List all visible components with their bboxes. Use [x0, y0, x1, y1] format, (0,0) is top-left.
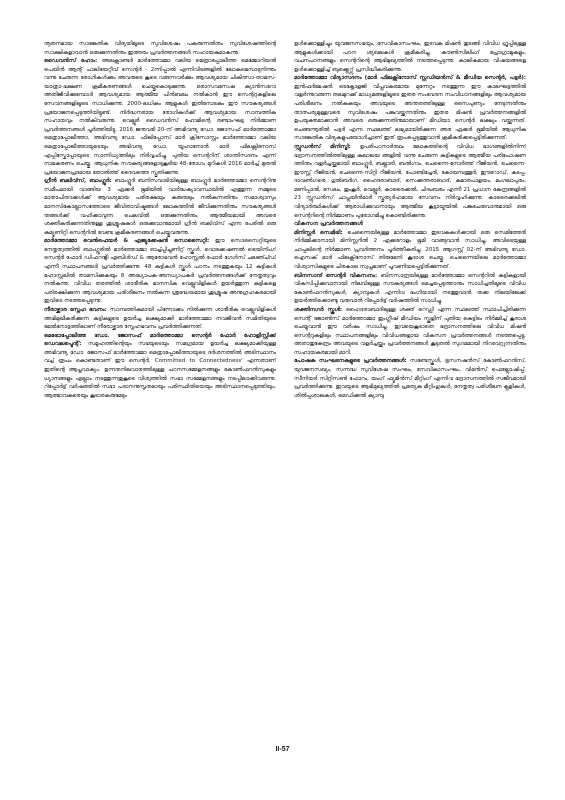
- paragraph-lead: ഡൈവൻസ് ഹോം:: [44, 58, 98, 65]
- paragraph: [294, 74, 526, 143]
- document-page: [44, 40, 526, 740]
- section-heading: വികസന പ്രവർത്തനങ്ങൾ: [294, 221, 363, 228]
- paragraph: [44, 306, 276, 332]
- paragraph-text: സണ്ടേസ്കൂൾ, ഭ്രസനഷൻസ് കോൺഫറൻസ്, യുവജനസഖ്യം, സന്നദ്ധ സുവിശേഷ സംഘം, സേവികാസംഘം, വിമൻസ് ഫെല്ലോഷിപ്പ്, സീനിയർ സിറ്റിസൺ ഫോറം, യംഗ് ഫ്യൂമിൻസ് മീറ്റിംഗ് എന്നിവ ഭദ്രാസനത്തിൽ സജീവമായി പ്രവർത്തിക്കുന്നു. ഇവയുടെ ആഭിമുഖ്യത്തിൽ പ്രത്യേക മീറ്റിംഗുകൾ, നേതൃത്വ പരിശീലന ക്ലളികൾ, ശിൽപ്പശാലകൾ, മെഡിക്കൽ ക്യാമ്പു: [294, 358, 526, 399]
- paragraph-text: ഉൾക്കൊള്ളിച്ചും യുവജനസഭയും, സേവികാസംഘം, ഇടവക മിഷൻ തുടങ്ങി വിവിധ ഗ്രൂപ്പിലുള്ള ആളുകൾക്കായി പഠന ശ്യഖലകൾ ക്രമീകരിച്ചു. കൗൺസിലിംഗ് പ്രോഗ്രാമുകളും, വചനപഠനങ്ങളും സെന്ററിന്റെ ആഭിമുഖ്യത്തിൽ നടത്തപ്പെടുന്നു. കാലികമായ വിഷയങ്ങളെ ഉൾക്കൊള്ളിച്ച് ബുക്ക്ലെറ്റ്സ് പ്രസിദ്ധീകരിക്കുന്നു.: [294, 41, 526, 73]
- paragraph-text: ഈ സൊസൈറ്റിയുടെ നേതൃത്വത്തിൽ ബാംഗ്ലൂരിൽ മാർത്തോമ്മാ ഓച്ച്പ്പിച്ചുണിറ്റ് സ്കൂൾ, വൊക്കേഷണൽ ട്രെയിനിംഗ് സെന്റർ ഫോർ ഡിഫറന്റ്ലി എബിൾഡ് & ആരോഭവൻ ഹോസ്റ്റൽ ഫോർ ഗേൾസ് ചലഞ്ച്ഡ് എന്നീ സ്ഥാപനങ്ങൾ പ്രവർത്തിക്കുന്നു. 48 കുട്ടികൾ സ്കൂൾ പഠനം നടത്തുകയും 12 കുട്ടികൾ ഹോസ്റ്റലിൽ താമസിക്കുകയും 8 അദ്ധ്യാപക-അനധ്യാപകർ പ്രവർത്തനങ്ങൾക്ക് നേതൃത്വവും നൽകുന്നു. വിവിധ തരത്തിൽ ശാരീരിക മാനസിക വെല്ലുവിളികൾ ഉയർത്തുന്ന കുട്ടികളെ പരിരക്ഷിക്കുന്ന ആവശ്യമായ പരിശീലനം നൽകുന്ന ശ്രദ്ധേയമായ ശുശ്രൂഷ അനുഗ്രഹകരമായി ഇവിടെ നടത്തപ്പെടുന്നു.: [44, 238, 276, 305]
- paragraph-text: ഇൻഫർമേഷൻ ടെക്നോളജി വിപ്ലവകരമായ മുന്നേറ്റം നടത്തുന്ന ഈ കാലഘട്ടത്തിൽ വളർന്നുവരുന്ന തലമുറക്ക് മാധ്യമങ്ങളിലൂടെ ഇതര സംവേദന സംവിധാനങ്ങളിലും ആവശ്യമായ പരിശീലനം നൽകുകയും അവയുടെ അന്തരത്തിലുള്ള സൈപുണ്യം നേടുന്നതിനും താത്പര്യമുള്ളവരെ സുവിശേഷം പങ്കുവയ്ക്കുന്നതിനും ഇതര മിഷൻ പ്രവർത്തനങ്ങളിൽ ഉപയുക്തമാക്കാൻ അവരെ ഒരുക്കുന്നതിനുമായാണ് മീഡിയാ സെന്റർ ലക്ഷ്യം വയ്ക്കുന്നത്. ചെങ്ങന്നൂരിൽ പട്ടർ എന്ന സ്ഥലത്ത് ലഭ്യമായിരിക്കുന്ന അര ഏക്കർ ഭൂമിയിൽ ആധുനിക സാങ്കേതിക വിദ്യകളുപയോഗിച്ചാണ് ഇത് രൂപപ്പെടുത്തുവാൻ ക്രമീകരിക്കപ്പെട്ടിരിക്കുന്നത്.: [294, 83, 526, 142]
- paragraph-text: സാമ്പത്തികമായി പിന്നോക്കം നിൽക്കുന്ന ശാരീരിക വെല്ലുവിളികൾ അഭിമുഖീകരിക്കുന്ന കുട്ടികളുടെ ഉയർച്ച ലക്ഷ്യമാക്കി മാർത്തോമ്മാ നവജീവൻ സമിതിയുടെ മേൽനോട്ടത്തിലാണ് നീരോഴ്ക്കാര സ്നേഹഭവനം പ്രവർത്തിക്കുന്നത്.: [44, 306, 276, 331]
- paragraph: [44, 57, 276, 177]
- paragraph-lead: ഗ്രീൻ ബലിവ്സ്, ബാംഗ്ലൂർ:: [44, 178, 112, 185]
- paragraph-text: ബാംഗ്ലൂർ ബനിസവാടിയിലുള്ള ബാംഗ്ലൂർ മാർത്തോമ്മാ സെന്ററിനു സമീപമായി വാങ്ങിയ 3 ഏക്കർ ഭൂമിയിൽ വാർദ്ധക്യാവസ്ഥയിൽ എത്തുന്ന നമ്മുടെ മാതാപിതാക്കൾക്ക് ആവശ്യമായ പരിരക്ഷയും കരുതലും നൽകുന്നതിനും സമാശ്വാസും മാനസികോല്ലാസത്തോടെ ജീവിതാവിഷ്ടങ്ങൾ ലോകത്തിൽ ജീവിക്കുന്നതിനും സൗകര്യങ്ങൾ തങ്ങൾക്ക് വഹിക്കാവുന്ന ചെലവിൽ ഒരുക്കുന്നതിനും, ആത്മീയമായി അവരെ ശക്തീകരിക്കുന്നതിനുള്ള ശുശ്രൂഷകൾ ഒരുക്കുവാനുമായി ഗ്രീൻ ബലിവ്സ് എന്ന പേരിൽ ഒരു കമ്യൂണിറ്റി സെന്ററിൽ വേണ്ട ക്രമീകരണങ്ങൾ ചെയ്തുവരുന്നു.: [44, 178, 276, 236]
- paragraph-text: അലക്സാണ്ടർ മാർത്തോമ്മാ വലിയ മെത്രാപ്പോലീത്ത മെമ്മോറിയൽ പെയിൻ ആന്റ് പാലിയേറ്റീവ് സെന്റർ - 2ന്നിപ്പാൽ എന്നിവിടങ്ങളിൽ ലോകമെമ്പാടുനിന്നും വന്നു ചേരുന്ന രോഗികൾക്കും അവരുടെ കൂടെ വരുന്നവർക്കും ആവശ്യമായ ചികിത്സാ-താമസ-യാത്രാ-ഭക്ഷണ ക്രമീകരണങ്ങൾ ചെയ്തുകൊടുക്കുന്നു. ഒരാസവസേഷ ക്യാൻസറോ അതിജീവിക്കുമ്പോൾ ആവശ്യമായ ആത്മീയ പിൻബലം നൽകാൻ ഈ സെന്ററുകളിലെ സേവനങ്ങളിലൂടെ സാധിക്കുന്നു. 2000-ലധികം ആളുകൾ ഇതിനോടകം ഈ സൗകര്യങ്ങൾ പ്രയോജനപ്പെടുത്തിയിട്ടുണ്ട്. നിർദ്ധനരായ രോഗികൾക്ക് ആവശ്യമായ സാമ്പത്തിക സഹായവും നൽകിവരുന്നു. വെല്ലൂർ ഡൈവൻസ് ഹോമിന്റെ രണ്ടാംഘട്ട നിർമ്മാണ പ്രവർത്തനങ്ങൾ പൂർത്തിയിട്ടു. 2016 ജനുവരി 20-ന് അഭിവന്ദ്യ ഡോ. ജോസഫ് മാർത്തോമ്മാ മെത്രാപ്പോലീത്താ, അഭിവന്ദ്യ ഡോ. ഫിലിപ്പോസ് മാർ ക്രിസോസ്റ്റം മാർത്തോമ്മാ വലിയ മെത്രാപ്പോലീത്തായുടെയും അഭിവന്ദ്യ ഡോ. യൂഹാനോൻ മാർ ഫിലക്സിനോസ് എപ്പിസ്കോപ്പായുടെ സാന്നിധ്യത്തിലും നിർവ്വഹിച്ചു. പുതിയ സെന്ററിന് ശാന്തിസദനം എന്ന് നാമകരണം ചെയ്തു. ആധുനിക സൗകര്യങ്ങളോടുകൂടിയ 48-രോഗം മുറികൾ 2016 മാർച്ച് മുതൽ പ്രയോജനപ്രദമായ തോൽത്ത് ദൈവത്തെ സ്തുതിക്കുന്നു.: [44, 58, 276, 176]
- paragraph: [294, 272, 526, 306]
- paragraph-lead: മാർത്തോമ്മാ വെൽഫെയർ & എജ്യുക്കേഷൻ സൊസൈറ്റി:: [44, 238, 210, 245]
- paragraph-text: നൂതനമായ സാങ്കേതിക വിദ്യയിലൂടെ സുവിശേഷം പകരുന്നതിനും സുവിശേഷത്തിന്റെ സാക്ഷികളാവാൻ ഒരുക്കുന്നതിനും ഇത്തരം പ്രവർത്തനങ്ങൾ സഹായകമാകുന്നു.: [44, 41, 276, 56]
- paragraph: [44, 237, 276, 306]
- paragraph: [294, 306, 526, 357]
- page-number: II-57: [275, 746, 290, 753]
- paragraph-lead: മെട്രോപ്പോലീത്ത ഡോ. ജോസഫ് മാർത്തോമ്മാ സെന്റർ ഫോർ ഹോളിസ്റ്റിക്ക് ഡെവലപ്മെന്റ്:: [44, 332, 276, 348]
- paragraph-text: ചെന്നൈയിലുള്ള മാർത്തോമ്മാ ഇടവകകൾക്കായി ഒരു സെമിത്തേരി നിർമ്മിക്കാനായി മിനിസ്റ്ററിൽ 2 ഏക്കറോളം ഭൂമി വാങ്ങുവാൻ സാധിച്ചു. അവിടെയുള്ള ചാപ്പലിന്റെ നിർമ്മാണ പ്രവർത്തനം പൂർത്തീകരിച്ചു. 2015 ആഗസ്റ്റ് 02-ന് അഭിവന്ദ്യ ഡോ. ഐസക് മാർ ഫിലക്സിനോസ് തിരുമേനി കൂദാശ ചെയ്തു. ചെന്നൈയിലെ മാർത്തോമ്മാ വിശ്വാസികളുടെ ചിരകാല സ്വപ്നമാണ് പൂവണിയപ്പെട്ടിരിക്കുന്നത്.: [294, 229, 526, 271]
- paragraph: [294, 229, 526, 272]
- right-column: [294, 40, 526, 740]
- paragraph: [294, 357, 526, 400]
- paragraph-text: ഹൈദരാബാദിലുള്ള ശക്ത് റെഡ്ഡി എന്ന സ്ഥലത്ത് സ്ഥാപിച്ചിരിക്കുന്ന സെന്റ് ജോൺസ് മാർത്തോമ്മാ ഇംഗ്ലീഷ് മീഡിയം സ്കൂളിന് പുതിയ കെട്ടിടം നിർമ്മിച്ച് കൂദാശ ചെയ്യുവാൻ ഈ വർഷം സാധിച്ചു. ഇവയെകൂടാതെ ഭദ്രാസനത്തിലെ വിവിധ മിഷൻ സെന്ററുകളിലും സ്ഥാപനങ്ങളിലും വിവിധങ്ങളായ വികസന പ്രവർത്തനങ്ങൾ നടത്തപ്പെട്ടു. അതാതുകേന്ദ്രം അവയുടെ വളർച്ചയ്ക്കും പ്രവർത്തനങ്ങൾ കൂടുതൽ സുഗമമായി നിറവേറ്റുന്നതിനും സഹായകരമായി മാറി.: [294, 306, 526, 356]
- paragraph: [294, 143, 526, 220]
- left-column: [44, 40, 276, 740]
- paragraph: [44, 332, 276, 401]
- paragraph-lead: മിനിസ്റ്റർ സെമിട്രി:: [294, 229, 343, 236]
- paragraph-lead: ശക്തിനഗർ സ്കൂൾ:: [294, 306, 343, 313]
- paragraph-lead: ബിനസാന്ദ് സെന്റർ വികസനം:: [294, 272, 378, 279]
- paragraph-text: സമൂഹത്തിന്റെയും സഭയുടെയും സമഗ്രമായ ഉയർച്ച ലക്ഷ്യമാക്കിയുള്ള അഭിവന്ദ്യ ഡോ. ജോസഫ് മാർത്തോമ്മാ മെത്രാപ്പോലീത്തായുടെ ദർശനത്തിൽ അടിസ്ഥാനം വച്ച് രൂപം കൊണ്ടതാണ് ഈ സെന്റർ. Committed to Connectedness' എന്നതാണ് ഇതിന്റെ ആപ്തവാക്യം. ഉന്നതനിലവാരത്തിലുള്ള പഠനസമ്മേളനങ്ങളും കോൺഫറൻസുകളും ധ്യാനങ്ങളും എല്ലാം നടത്തുന്നതുകൂടെ വിശ്വത്തിൽ സഭാ സമ്മേളനങ്ങളും നടപ്പിലാക്കിവരുന്നു. റിപ്പോർട്ട് വർഷത്തിൽ സഭാ പദാനനുസൃതമായും പരിസ്ഥിതിയെയും അടിസ്ഥാനപ്പെടുത്തിയും, ആത്മാവകരെയും കൂടാരകരുമേടും: [44, 341, 276, 399]
- paragraph: [44, 40, 276, 57]
- paragraph-lead: സ്റ്റുഡൻസ് മിനിസ്ട്രി:: [294, 143, 351, 150]
- paragraph-lead: നീരാഴ്ക്കാര സ്നേഹ ഭവനം:: [44, 306, 107, 313]
- paragraph: [44, 177, 276, 237]
- paragraph-text: ഉപരിപഠനാർത്ഥം ലോകത്തിന്റെ വിവിധ ഭാഗങ്ങളിൽനിന്ന് ഭദ്രാസനത്തിൽത്തിലുള്ള കലാലയ ങ്ങളിൽ വന്നു ചേരുന്ന കുട്ടികളുടെ ആത്മീയ പരിപോഷണ ത്തിനും വളർച്ചയ്ക്കുമായി ബാംഗ്ലൂർ, ബല്ലാരി, ബൽഗാം, ചെന്നൈ-നോർത്ത് റീജിയൻ, ചെന്നൈ-ഈസ്റ്റ് റീജിയൻ, ചെന്നൈ-സിറ്റി റീജിയൻ, പോണ്ടിച്ചേരി, കോയമ്പത്തൂർ, ഈറോഡ്, കടപ്പ, ദാവൺഗരെ, ഗുൽബർഗ, ഹൈദരാബാദ്, സെക്കന്തരാബാദ്, കുമാരപാളയം, മംഗലാപുരം, മണിപ്പാൽ, സേലം, തുംകൂർ, വെല്ലൂർ, കാരൈക്കൽ, ചിദംബരം എന്നീ 21 പ്രധാന കേന്ദ്രങ്ങളിൽ 23 സ്റ്റുഡൻസ് ചാപ്ലയിൻമാർ സ്തുത്യർഹമായ സേവനം നിർവ്വഹിക്കുന്നു. കാരൈക്കലിൽ വിദ്യാർത്ഥികൾക്ക് ആരാധിക്കുവാനായും ആത്മീയ കൂട്ടായ്മയിൽ പങ്കുചേരുവാനുമായി ഒരു സെന്ററിന്റെ നിർമ്മാണം പുരോഗമിച്ചു കൊണ്ടിരിക്കുന്നു.: [294, 143, 526, 219]
- paragraph-text: ബിനസാന്ദ്രയിലുള്ള മാർത്തോമ്മാ സെന്ററിൽ കുട്ടികളായി വികസിപ്പിക്കുവാനായി നിലവിലുള്ള സൗകര്യങ്ങൾ മെച്ചപ്പെടുത്താനും സാധിച്ചതിലൂടെ വിവിധ കോൺഫറൻസുകൾ, ക്യാമ്പുകൾ എന്നിവ ഭംഗിയായി നടത്തുവാൻ തക്ക നിലയിലേക്ക് ഉയർത്തിക്കൊണ്ടു വരുവാൻ റിപ്പോർട്ട് വർഷത്തിൽ സാധിച്ചു.: [294, 272, 526, 305]
- paragraph-lead: പോഷക സംഘടനകളുടെ പ്രവർത്തനങ്ങൾ:: [294, 358, 407, 365]
- paragraph: [294, 40, 526, 74]
- paragraph-lead: മാർത്തോമ്മാ വിദ്യാസദനം (മാർ ഫിലക്സിനോസ് സ്റ്റഡിയൻസ് & മീഡിയ സെന്റർ, പട്ടർ):: [294, 75, 526, 82]
